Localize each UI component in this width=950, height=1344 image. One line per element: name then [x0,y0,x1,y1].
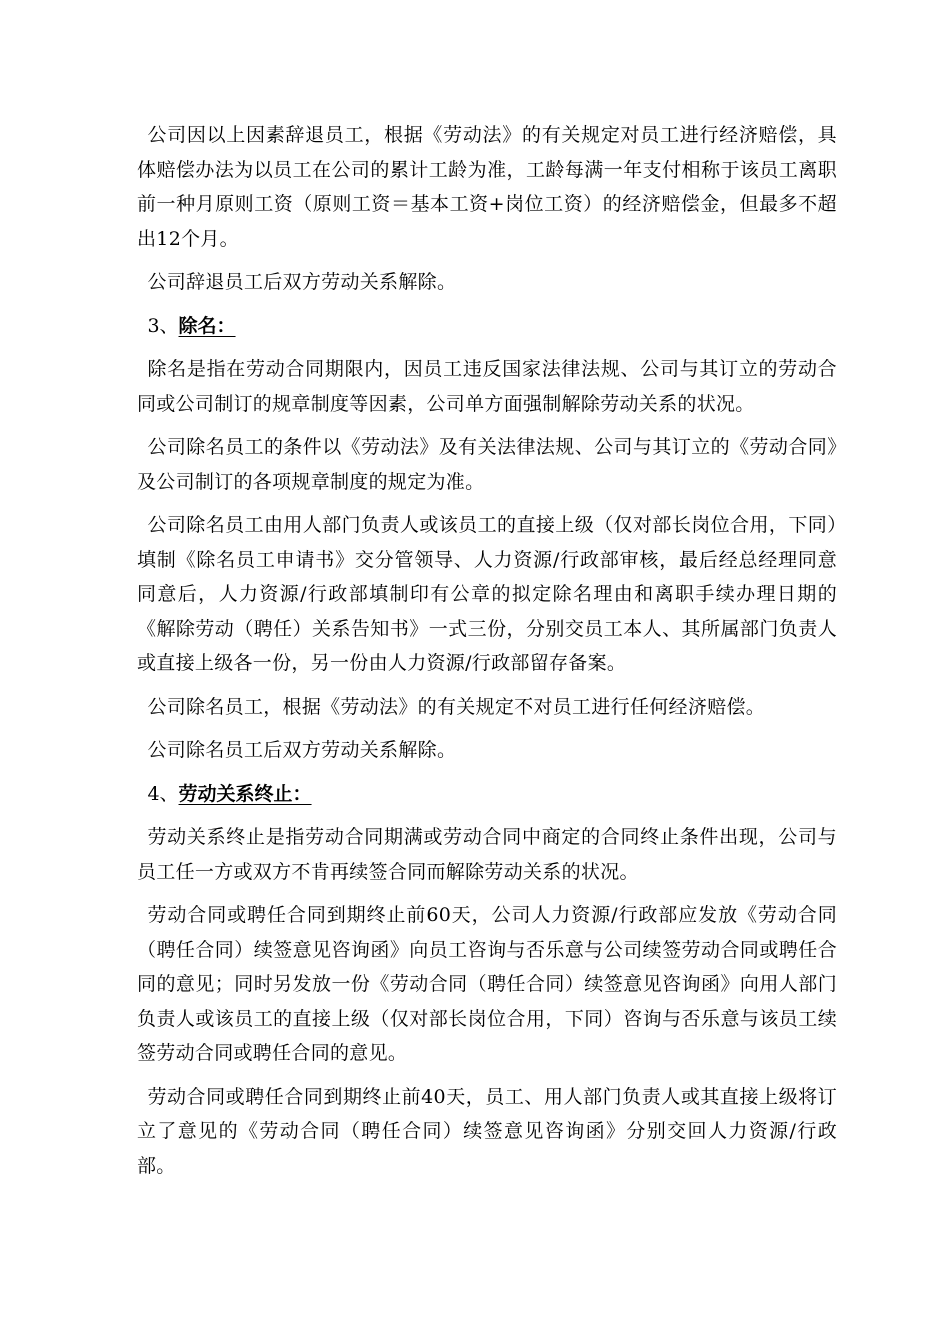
paragraph-renewal-inquiry: 劳动合同或聘任合同到期终止前60天，公司人力资源/行政部应发放《劳动合同（聘任合同）续签意见咨询函》向员工咨询与否乐意与公司续签劳动合同或聘任合同的意见；同时另发放一份《劳动合同（聘任合同）续签意见咨询函》向用人部门负责人或该员工的直接上级（仅对部长岗位合用，下同）咨询与否乐意与该员工续签劳动合同或聘任合同的意见。 [137,904,837,1064]
paragraph-expulsion-definition: 除名是指在劳动合同期限内，因员工违反国家法律法规、公司与其订立的劳动合同或公司制订的规章制度等因素，公司单方面强制解除劳动关系的状况。 [137,358,837,415]
section-heading-expulsion [137,309,837,344]
section-number: 4、 [147,782,179,805]
section-title: 劳动关系终止： [178,782,312,805]
paragraph-expulsion-termination: 公司除名员工后双方劳动关系解除。 [147,739,457,761]
paragraph-expulsion-procedure: 公司除名员工由用人部门负责人或该员工的直接上级（仅对部长岗位合用，下同）填制《除名员工申请书》交分管领导、人力资源/行政部审核，最后经总经理同意同意后，人力资源/行政部填制印有公章的拟定除名理由和离职手续办理日期的《解除劳动（聘任）关系告知书》一式三份，分别交员工本人、其所属部门负责人或直接上级各一份，另一份由人力资源/行政部留存备案。 [137,514,837,674]
paragraph-expulsion-no-compensation: 公司除名员工，根据《劳动法》的有关规定不对员工进行任何经济赔偿。 [147,695,766,718]
paragraph-compensation: 公司因以上因素辞退员工，根据《劳动法》的有关规定对员工进行经济赔偿，具体赔偿办法为以员工在公司的累计工龄为准，工龄每满一年支付相称于该员工离职前一种月原则工资（原则工资＝基本工资+岗位工资）的经济赔偿金，但最多不超出12个月。 [137,124,837,250]
section-number: 3、 [147,314,179,337]
paragraph-dismissal-termination: 公司辞退员工后双方劳动关系解除。 [147,271,457,293]
paragraph-termination-definition: 劳动关系终止是指劳动合同期满或劳动合同中商定的合同终止条件出现，公司与员工任一方或双方不肯再续签合同而解除劳动关系的状况。 [137,826,837,883]
paragraph-renewal-return: 劳动合同或聘任合同到期终止前40天，员工、用人部门负责人或其直接上级将订立了意见的《劳动合同（聘任合同）续签意见咨询函》分别交回人力资源/行政部。 [137,1085,837,1177]
document-page [137,118,837,1183]
section-title: 除名： [178,314,236,337]
section-heading-termination [137,777,837,812]
paragraph-expulsion-conditions: 公司除名员工的条件以《劳动法》及有关法律法规、公司与其订立的《劳动合同》及公司制订的各项规章制度的规定为准。 [137,436,837,493]
